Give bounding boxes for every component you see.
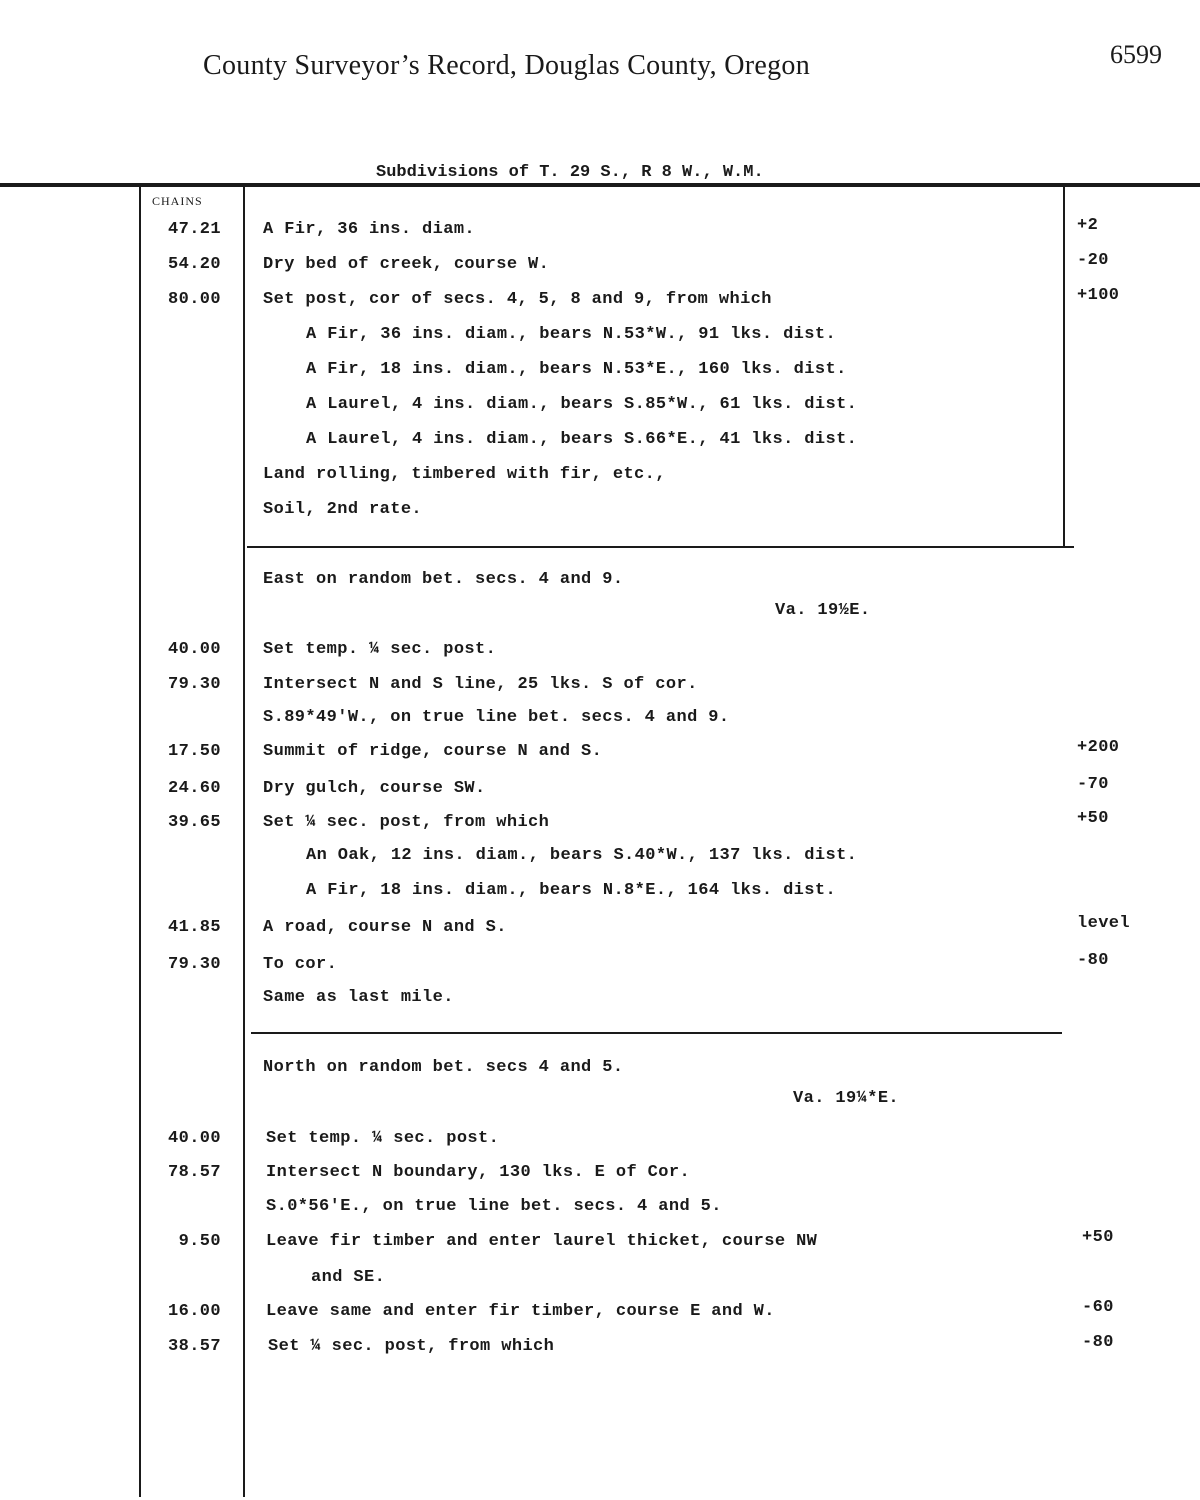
chains-column-header: CHAINS xyxy=(152,194,203,208)
elevation-change: +200 xyxy=(1077,738,1120,757)
chains-value: 78.57 xyxy=(167,1163,221,1182)
chains-value: 40.00 xyxy=(167,1129,221,1148)
chains-value: 16.00 xyxy=(167,1302,221,1321)
chains-value: 54.20 xyxy=(167,255,221,274)
record-entry-text: Summit of ridge, course N and S. xyxy=(263,742,603,761)
record-entry-text: An Oak, 12 ins. diam., bears S.40*W., 137 lks. dist. xyxy=(306,846,858,865)
page-title: County Surveyor’s Record, Douglas County, Oregon xyxy=(203,50,811,81)
record-entry-text: Va. 19½E. xyxy=(775,601,871,620)
record-entry-text: To cor. xyxy=(263,955,338,974)
record-entry-text: Set temp. ¼ sec. post. xyxy=(263,640,497,659)
elevation-change: -20 xyxy=(1077,251,1109,270)
elevation-change: +50 xyxy=(1077,809,1109,828)
left-column-rule xyxy=(139,187,141,1497)
section-divider xyxy=(251,1032,1062,1034)
subtitle: Subdivisions of T. 29 S., R 8 W., W.M. xyxy=(376,163,764,182)
record-entry-text: Intersect N boundary, 130 lks. E of Cor. xyxy=(266,1163,691,1182)
chains-value: 47.21 xyxy=(167,220,221,239)
record-entry-text: S.0*56'E., on true line bet. secs. 4 and 5. xyxy=(266,1197,722,1216)
record-entry-text: Land rolling, timbered with fir, etc., xyxy=(263,465,666,484)
record-entry-text: Same as last mile. xyxy=(263,988,454,1007)
record-entry-text: North on random bet. secs 4 and 5. xyxy=(263,1058,624,1077)
chains-value: 17.50 xyxy=(167,742,221,761)
elevation-change: -60 xyxy=(1082,1298,1114,1317)
chains-value: 39.65 xyxy=(167,813,221,832)
record-entry-text: Set temp. ¼ sec. post. xyxy=(266,1129,500,1148)
elevation-change: -80 xyxy=(1082,1333,1114,1352)
record-entry-text: Soil, 2nd rate. xyxy=(263,500,423,519)
chains-value: 79.30 xyxy=(167,675,221,694)
record-entry-text: Dry bed of creek, course W. xyxy=(263,255,550,274)
section-divider xyxy=(247,546,1074,548)
record-entry-text: Leave same and enter fir timber, course E and W. xyxy=(266,1302,775,1321)
record-entry-text: Set post, cor of secs. 4, 5, 8 and 9, from which xyxy=(263,290,772,309)
elevation-change: level xyxy=(1077,914,1131,933)
chains-value: 24.60 xyxy=(167,779,221,798)
elevation-change: +100 xyxy=(1077,286,1120,305)
record-entry-text: Set ¼ sec. post, from which xyxy=(263,813,550,832)
right-column-rule xyxy=(1063,187,1065,547)
elevation-change: +50 xyxy=(1082,1228,1114,1247)
record-entry-text: A Laurel, 4 ins. diam., bears S.66*E., 41 lks. dist. xyxy=(306,430,858,449)
elevation-change: -70 xyxy=(1077,775,1109,794)
chains-value: 79.30 xyxy=(167,955,221,974)
chains-value: 40.00 xyxy=(167,640,221,659)
record-entry-text: Set ¼ sec. post, from which xyxy=(268,1337,555,1356)
elevation-change: +2 xyxy=(1077,216,1099,235)
record-entry-text: Leave fir timber and enter laurel thicket, course NW xyxy=(266,1232,818,1251)
record-entry-text: Va. 19¼*E. xyxy=(793,1089,900,1108)
chains-value: 38.57 xyxy=(167,1337,221,1356)
record-entry-text: East on random bet. secs. 4 and 9. xyxy=(263,570,624,589)
record-entry-text: and SE. xyxy=(311,1268,386,1287)
record-entry-text: S.89*49'W., on true line bet. secs. 4 and 9. xyxy=(263,708,730,727)
record-entry-text: Intersect N and S line, 25 lks. S of cor. xyxy=(263,675,698,694)
page-number: 6599 xyxy=(1110,40,1162,69)
chains-value: 9.50 xyxy=(178,1232,221,1251)
chains-value: 80.00 xyxy=(167,290,221,309)
top-rule xyxy=(0,183,1200,187)
record-entry-text: A Fir, 36 ins. diam., bears N.53*W., 91 lks. dist. xyxy=(306,325,837,344)
record-entry-text: A road, course N and S. xyxy=(263,918,507,937)
elevation-change: -80 xyxy=(1077,951,1109,970)
record-entry-text: A Laurel, 4 ins. diam., bears S.85*W., 61 lks. dist. xyxy=(306,395,858,414)
record-entry-text: A Fir, 18 ins. diam., bears N.53*E., 160 lks. dist. xyxy=(306,360,847,379)
chains-column-rule xyxy=(243,187,245,1497)
record-entry-text: A Fir, 36 ins. diam. xyxy=(263,220,476,239)
chains-value: 41.85 xyxy=(167,918,221,937)
record-entry-text: A Fir, 18 ins. diam., bears N.8*E., 164 lks. dist. xyxy=(306,881,837,900)
record-entry-text: Dry gulch, course SW. xyxy=(263,779,486,798)
